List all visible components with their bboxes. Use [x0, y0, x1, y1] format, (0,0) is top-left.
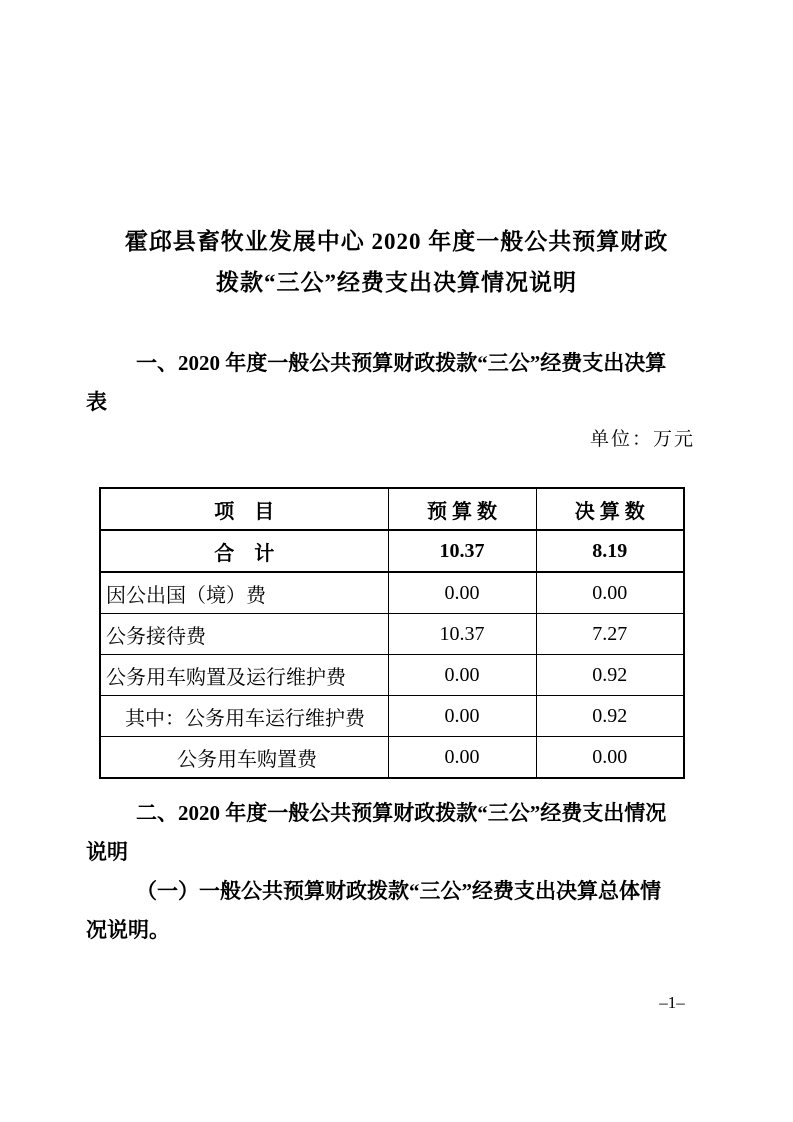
table-row [100, 737, 684, 779]
cell-final: 0.00 [536, 572, 684, 614]
cell-item: 公务用车购置及运行维护费 [100, 655, 388, 696]
table-header-row [100, 488, 684, 530]
cell-budget: 0.00 [388, 737, 536, 779]
section-2-block [86, 794, 700, 950]
col-header-final: 决 算 数 [536, 488, 684, 530]
cell-budget: 0.00 [388, 572, 536, 614]
table-row [100, 614, 684, 655]
table-row [100, 696, 684, 737]
section-1-heading-line-1: 一、2020 年度一般公共预算财政拨款“三公”经费支出决算 [136, 351, 667, 375]
unit-label: 单位：万元 [589, 429, 695, 450]
cell-item: 合 计 [100, 530, 388, 572]
document-title-line-2: 拨款“三公”经费支出决算情况说明 [216, 270, 577, 295]
cell-item: 公务用车购置费 [100, 737, 388, 779]
cell-final: 0.92 [536, 655, 684, 696]
col-header-budget: 预 算 数 [388, 488, 536, 530]
section-1-heading [86, 344, 700, 422]
col-header-item: 项 目 [100, 488, 388, 530]
cell-budget: 0.00 [388, 696, 536, 737]
section-2-heading-line-1: 二、2020 年度一般公共预算财政拨款“三公”经费支出情况 [136, 801, 667, 825]
cell-budget: 10.37 [388, 530, 536, 572]
cell-item: 其中：公务用车运行维护费 [100, 696, 388, 737]
table-row-total [100, 530, 684, 572]
cell-final: 0.92 [536, 696, 684, 737]
table-row [100, 655, 684, 696]
section-2-para-line-1: （一）一般公共预算财政拨款“三公”经费支出决算总体情 [136, 879, 661, 903]
cell-final: 0.00 [536, 737, 684, 779]
table-row [100, 572, 684, 614]
section-1-heading-line-2: 表 [86, 390, 107, 414]
cell-final: 7.27 [536, 614, 684, 655]
section-2-para-line-2: 况说明。 [86, 918, 170, 942]
cell-item: 因公出国（境）费 [100, 572, 388, 614]
section-2-heading-line-2: 说明 [86, 840, 128, 864]
document-title-line-1: 霍邱县畜牧业发展中心 2020 年度一般公共预算财政 [124, 229, 669, 254]
cell-budget: 10.37 [388, 614, 536, 655]
page-number: –1– [659, 993, 685, 1012]
cell-item: 公务接待费 [100, 614, 388, 655]
document-title [0, 221, 793, 303]
cell-budget: 0.00 [388, 655, 536, 696]
three-public-expense-table [99, 487, 685, 779]
cell-final: 8.19 [536, 530, 684, 572]
